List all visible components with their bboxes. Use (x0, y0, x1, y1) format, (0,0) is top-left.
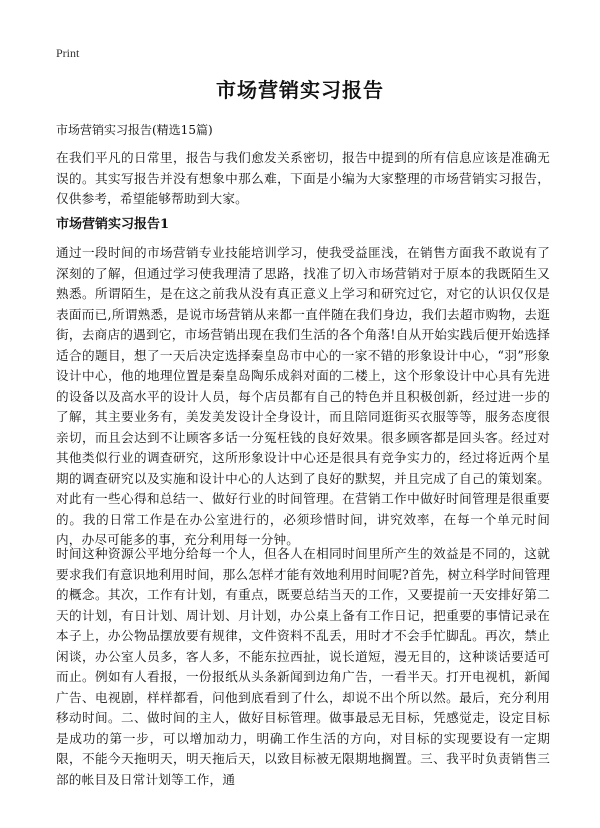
print-link[interactable]: Print (56, 46, 80, 60)
body-paragraph-1: 通过一段时间的市场营销专业技能培训学习，使我受益匪浅，在销售方面我不敢说有了深刻的了解，但通过学习使我理清了思路，找准了切入市场营销对于原本的我既陌生又熟悉。所谓陌生，是在这之前我从没有真正意义上学习和研究过它，对它的认识仅仅是表面而已,所谓熟悉，是说市场营销从来都一直伴随在我们身边，我们去超市购物，去逛街，去商店的遇到它，市场营销出现在我们生活的各个角落!自从开始实践后便开始选择适合的题目，想了一天后决定选择秦皇岛市中心的一家不错的形象设计中心，“羽”形象设计中心，他的地理位置是秦皇岛陶乐成斜对面的二楼上，这个形象设计中心具有先进的设备以及高水平的设计人员，每个店员都有自己的特色并且积极创新，经过进一步的了解，其主要业务有，美发美发设计全身设计，而且陪同逛街买衣服等等，服务态度很亲切，而且会达到不让顾客多话一分冤枉钱的良好效果。很多顾客都是回头客。经过对其他类似行业的调查研究，这所形象设计中心还是很具有竞争实力的，经过将近两个星期的调查研究以及实施和设计中心的人达到了良好的默契，并且完成了自己的策划案。对此有一些心得和总结一、做好行业的时间管理。在营销工作中做好时间管理是很重要的。我的日常工作是在办公室进行的，必须珍惜时间，讲究效率，在每一个单元时间内，办尽可能多的事，充分利用每一分钟。 (56, 245, 550, 547)
document-subtitle: 市场营销实习报告(精选15篇) (56, 123, 213, 137)
body-paragraph-2: 时间这种资源公平地分给每一个人，但各人在相同时间里所产生的效益是不同的，这就要求我们有意识地利用时间，那么怎样才能有效地利用时间呢?首先，树立科学时间管理的概念。其次，工作有计划，有重点，既要总结当天的工作，又要提前一天安排好第二天的计划，有日计划、周计划、月计划，办公桌上备有工作日记，把重要的事情记录在本子上，办公物品摆放要有规律，文件资料不乱丢，用时才不会手忙脚乱。再次，禁止闲谈，办公室人员多，客人多，不能东拉西扯，说长道短，漫无目的，这种谈话要适可而止。例如有人看报，一份报纸从头条新闻到边角广告，一看半天。打开电视机，新闻广告、电视剧，样样都看，问他到底看到了什么，却说不出个所以然。最后，充分利用移动时间。二、做时间的主人，做好目标管理。做事最忌无目标，凭感觉走，设定目标是成功的第一步，可以增加动力，明确工作生活的方向，对目标的实现要设有一定期限，不能今天拖明天，明天拖后天，以致目标被无限期地搁置。三、我平时负责销售三部的帐目及日常计划等工作，通 (56, 546, 550, 787)
intro-paragraph: 在我们平凡的日常里，报告与我们愈发关系密切，报告中提到的所有信息应该是准确无误的。其实写报告并没有想象中那么难，下面是小编为大家整理的市场营销实习报告，仅供参考，希望能够帮助到大家。 (56, 150, 550, 206)
page-title: 市场营销实习报告 (216, 78, 384, 102)
section-heading: 市场营销实习报告1 (56, 217, 170, 232)
